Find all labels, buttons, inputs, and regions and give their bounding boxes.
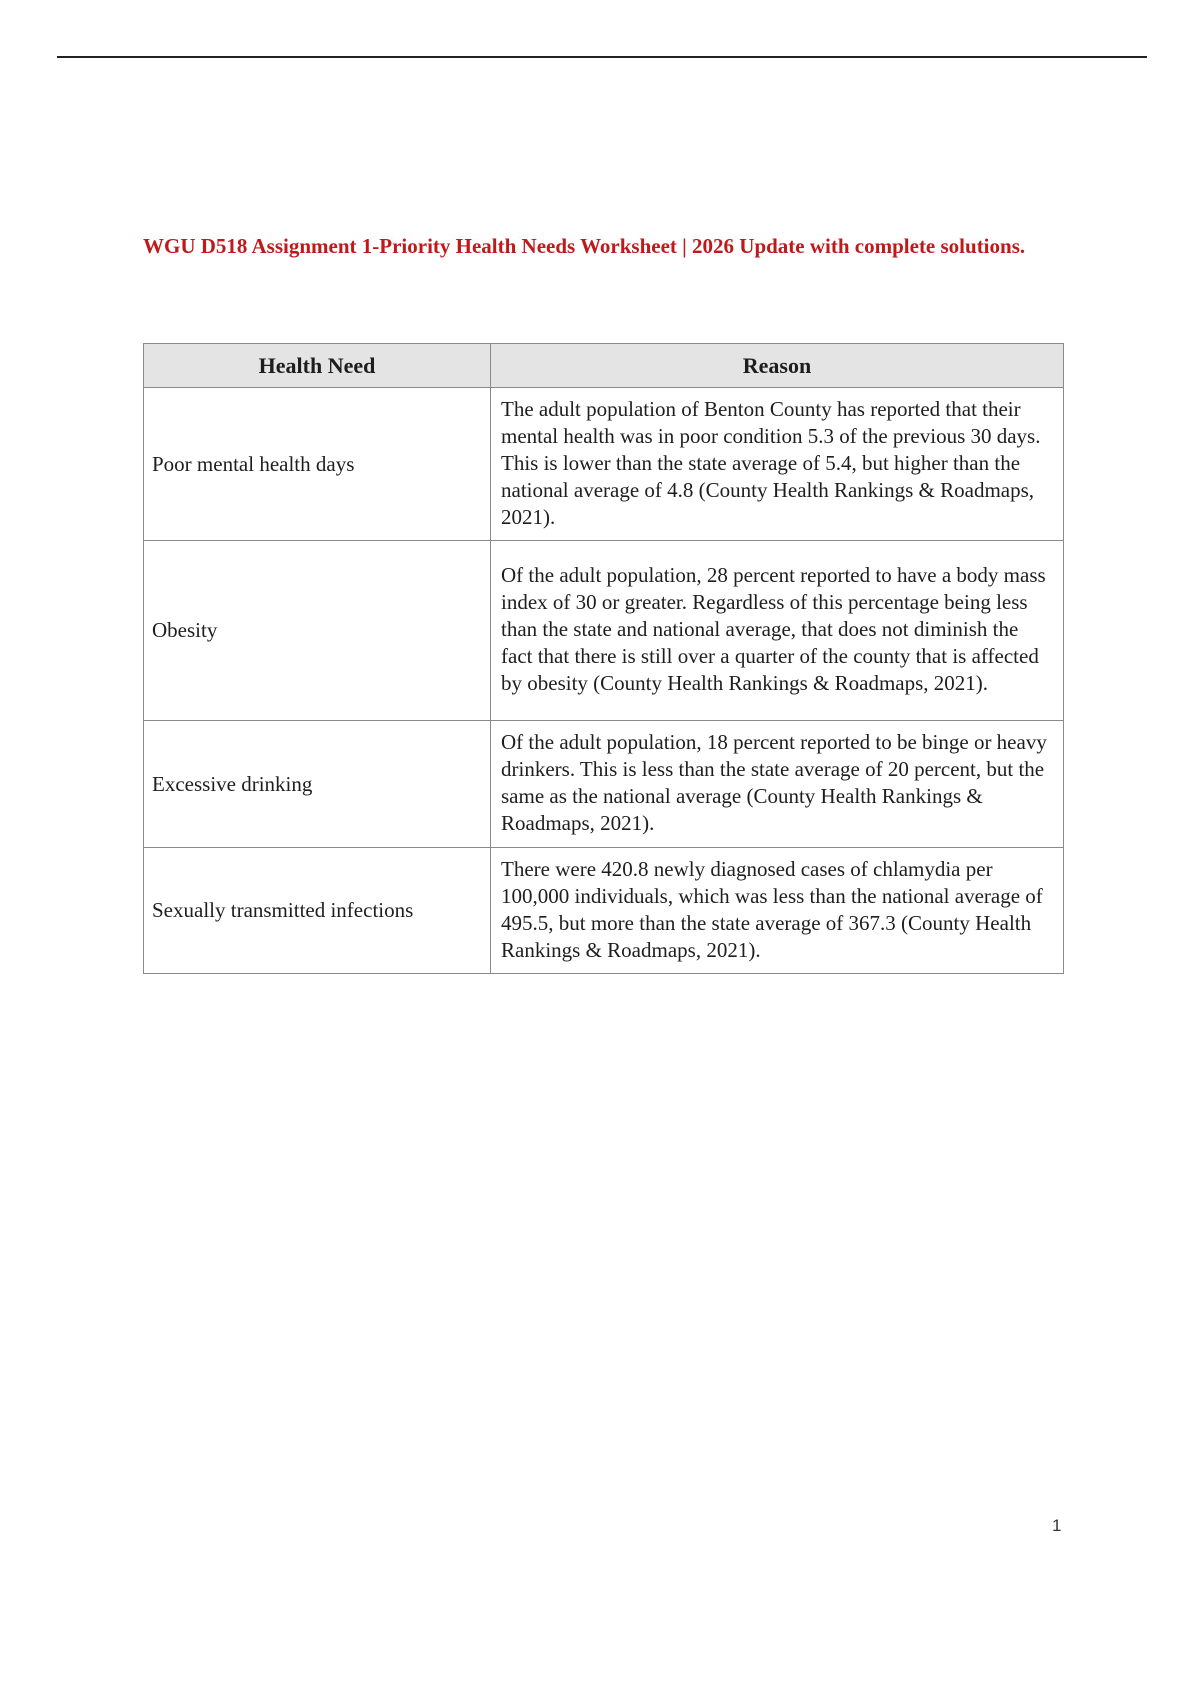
table-header-row [144,344,1064,388]
reason-cell: There were 420.8 newly diagnosed cases of chlamydia per 100,000 individuals, which was less than the national average of 495.5, but more than the state average of 367.3 (County Health Rankings & Roadmaps, 2021). [491,848,1064,974]
header-rule [57,56,1147,58]
reason-cell: Of the adult population, 18 percent reported to be binge or heavy drinkers. This is less than the state average of 20 percent, but the same as the national average (County Health Rankings & Roadmaps, 2021). [491,721,1064,848]
table-row [144,541,1064,721]
table-row [144,388,1064,541]
column-header-reason: Reason [491,344,1064,388]
table-row [144,721,1064,848]
health-need-cell: Obesity [144,541,491,721]
document-title: WGU D518 Assignment 1-Priority Health Needs Worksheet | 2026 Update with complete solutions. [143,234,1026,258]
priority-health-needs-table [143,343,1064,974]
health-need-cell: Poor mental health days [144,388,491,541]
column-header-health-need: Health Need [144,344,491,388]
reason-cell: Of the adult population, 28 percent reported to have a body mass index of 30 or greater. Regardless of this percentage being less than the state and national average, that does not diminish the fact that there is still over a quarter of the county that is affected by obesity (County Health Rankings & Roadmaps, 2021). [491,541,1064,721]
health-need-cell: Excessive drinking [144,721,491,848]
health-need-cell: Sexually transmitted infections [144,848,491,974]
page-number: 1 [1052,1516,1062,1535]
table-row [144,848,1064,974]
reason-cell: The adult population of Benton County has reported that their mental health was in poor condition 5.3 of the previous 30 days. This is lower than the state average of 5.4, but higher than the national average of 4.8 (County Health Rankings & Roadmaps, 2021). [491,388,1064,541]
